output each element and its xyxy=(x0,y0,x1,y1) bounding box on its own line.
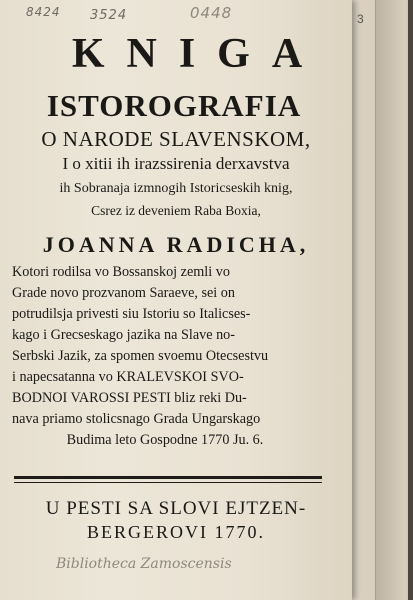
body-line: kago i Grecseskago jazika na Slave no- xyxy=(12,327,235,343)
body-line: Kotori rodilsa vo Bossanskoj zemli vo xyxy=(12,264,230,280)
imprint-line-1: U PESTI SA SLOVI EJTZEN- xyxy=(45,498,307,519)
title-subline-2: ih Sobranaja izmnogih Istoricseskih knig, xyxy=(59,181,293,196)
handwritten-shelfmark-2: 3524 xyxy=(90,8,128,23)
handwritten-shelfmark-3: 0448 xyxy=(190,4,233,22)
body-line: Serbski Jazik, za spomen svoemu Otecsestvu xyxy=(12,348,269,364)
title-istorografia: ISTOROGRAFIA xyxy=(46,88,302,123)
body-line: potrudilsja privesti siu Istoriu so Italicses- xyxy=(12,306,251,322)
imprint-line-2: BERGEROVI 1770. xyxy=(87,522,265,542)
title-kniga: KNIGA xyxy=(71,31,325,77)
body-line-date: Budima leto Gospodne 1770 Ju. 6. xyxy=(66,432,264,448)
divider-rule-thick xyxy=(14,476,322,479)
author-name: JOANNA RADICHA, xyxy=(42,232,310,257)
body-line: i napecsatanna vo KRALEVSKOI SVO- xyxy=(12,369,244,385)
underlying-page-edge xyxy=(375,0,406,600)
body-line: BODNOI VAROSSI PESTI bliz reki Du- xyxy=(12,390,247,406)
right-page-mark: 3 xyxy=(357,12,364,26)
body-line: nava priamo stolicsnago Grada Ungarskago xyxy=(12,411,261,427)
title-o-narode: O NARODE SLAVENSKOM, xyxy=(41,127,311,151)
handwritten-shelfmark-1: 8424 xyxy=(26,5,61,19)
handwritten-ownership-note: Bibliotheca Zamoscensis xyxy=(56,556,232,572)
divider-rule-thin xyxy=(14,482,322,483)
title-subline-3: Csrez iz deveniem Raba Boxia, xyxy=(91,203,261,218)
body-line: Grade novo prozvanom Saraeve, sei on xyxy=(12,285,235,301)
body-text xyxy=(12,262,312,451)
title-subline-1: I o xitii ih irazssirenia derxavstva xyxy=(62,154,290,173)
